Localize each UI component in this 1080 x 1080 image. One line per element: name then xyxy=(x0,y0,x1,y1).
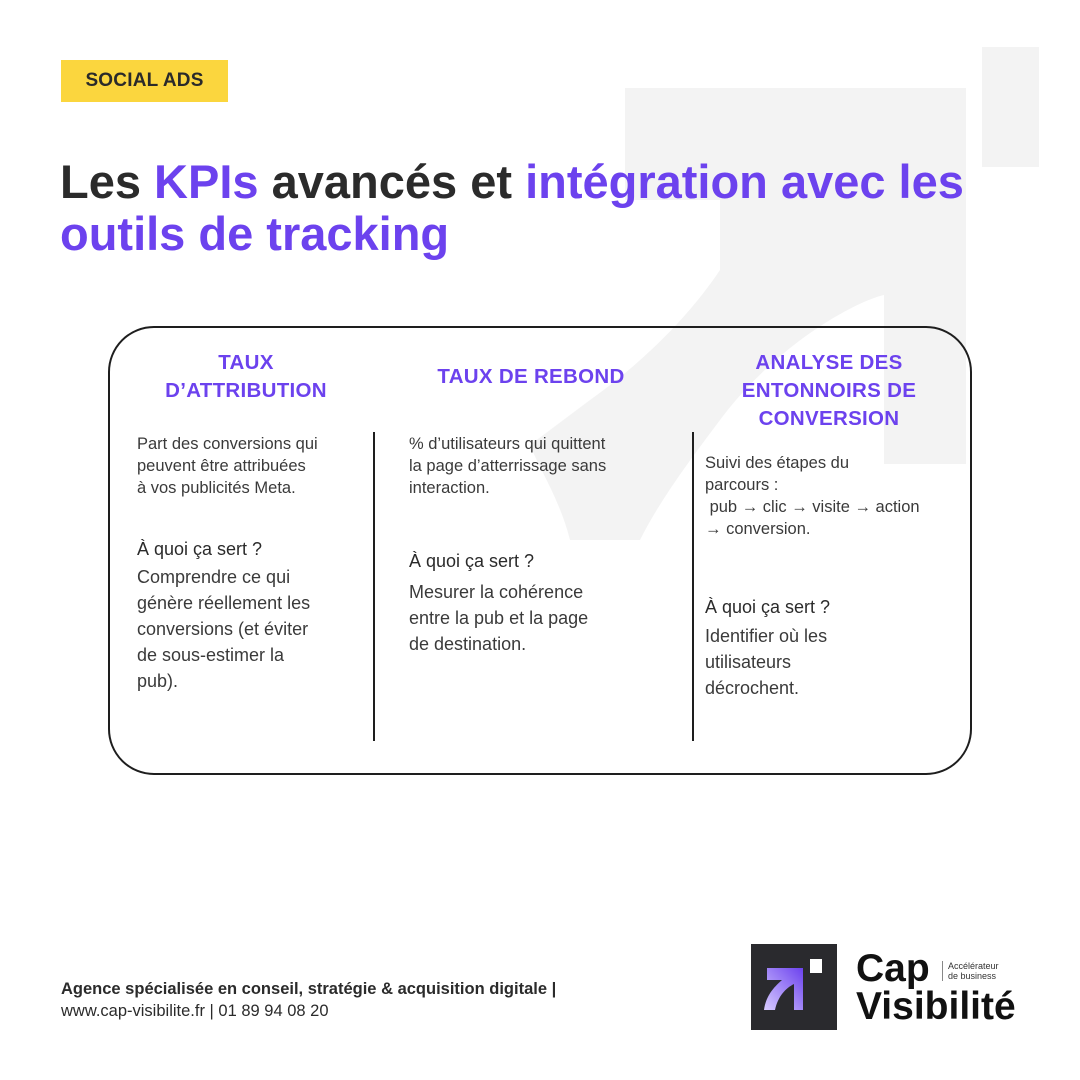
title-part-3: avancés et xyxy=(258,155,526,208)
logo-tagline xyxy=(942,961,999,981)
title-part-1: Les xyxy=(60,155,155,208)
title-part-2: KPIs xyxy=(154,155,259,208)
category-tag xyxy=(61,60,228,102)
column-question: À quoi ça sert ? xyxy=(409,551,535,571)
desc-line: peuvent être attribuées xyxy=(137,457,306,475)
heading-line: CONVERSION xyxy=(758,407,900,430)
logo-tagline-line: Accélérateur xyxy=(948,961,999,971)
kpi-card xyxy=(108,326,972,775)
column-divider xyxy=(373,432,375,741)
desc-line: Part des conversions qui xyxy=(137,435,318,453)
heading-line: ENTONNOIRS DE xyxy=(741,379,917,402)
use-line: Identifier où les xyxy=(705,626,828,646)
desc-line: à vos publicités Meta. xyxy=(137,479,296,497)
desc-line: interaction. xyxy=(409,479,490,497)
category-tag-label: SOCIAL ADS xyxy=(85,70,204,91)
use-line: décrochent. xyxy=(705,678,800,698)
heading-line: TAUX xyxy=(218,351,274,374)
column-divider xyxy=(692,432,694,741)
logo-icon xyxy=(751,944,837,1030)
heading-line: TAUX DE REBOND xyxy=(437,365,625,388)
desc-line: → conversion. xyxy=(705,520,811,538)
title-part-4: intégration avec les outils de tracking xyxy=(60,155,964,260)
logo-tagline-line: de business xyxy=(948,971,997,981)
column-question: À quoi ça sert ? xyxy=(705,597,831,617)
use-line: Mesurer la cohérence xyxy=(409,582,584,602)
desc-line: Suivi des étapes du xyxy=(705,454,850,472)
footer xyxy=(61,978,556,1022)
desc-line: % d’utilisateurs qui quittent xyxy=(409,435,606,453)
use-line: entre la pub et la page xyxy=(409,608,589,628)
footer-contact[interactable]: www.cap-visibilite.fr | 01 89 94 08 20 xyxy=(61,1002,329,1020)
use-line: de sous-estimer la xyxy=(137,645,285,665)
desc-line: la page d’atterrissage sans xyxy=(409,457,607,475)
logo-line: Visibilité xyxy=(856,985,1016,1028)
use-line: utilisateurs xyxy=(705,652,792,672)
heading-line: ANALYSE DES xyxy=(755,351,903,374)
desc-line: pub → clic → visite → action xyxy=(705,498,920,516)
use-line: conversions (et éviter xyxy=(137,619,309,639)
use-line: de destination. xyxy=(409,634,527,654)
heading-line: D’ATTRIBUTION xyxy=(165,379,327,402)
use-line: pub). xyxy=(137,671,179,691)
desc-line: parcours : xyxy=(705,476,779,494)
footer-tagline: Agence spécialisée en conseil, stratégie & acquisition digitale | xyxy=(61,980,557,998)
column-question: À quoi ça sert ? xyxy=(137,539,263,559)
page-title xyxy=(60,156,1020,260)
use-line: Comprendre ce qui xyxy=(137,567,291,587)
logo-line: Cap xyxy=(856,947,930,990)
use-line: génère réellement les xyxy=(137,593,311,613)
